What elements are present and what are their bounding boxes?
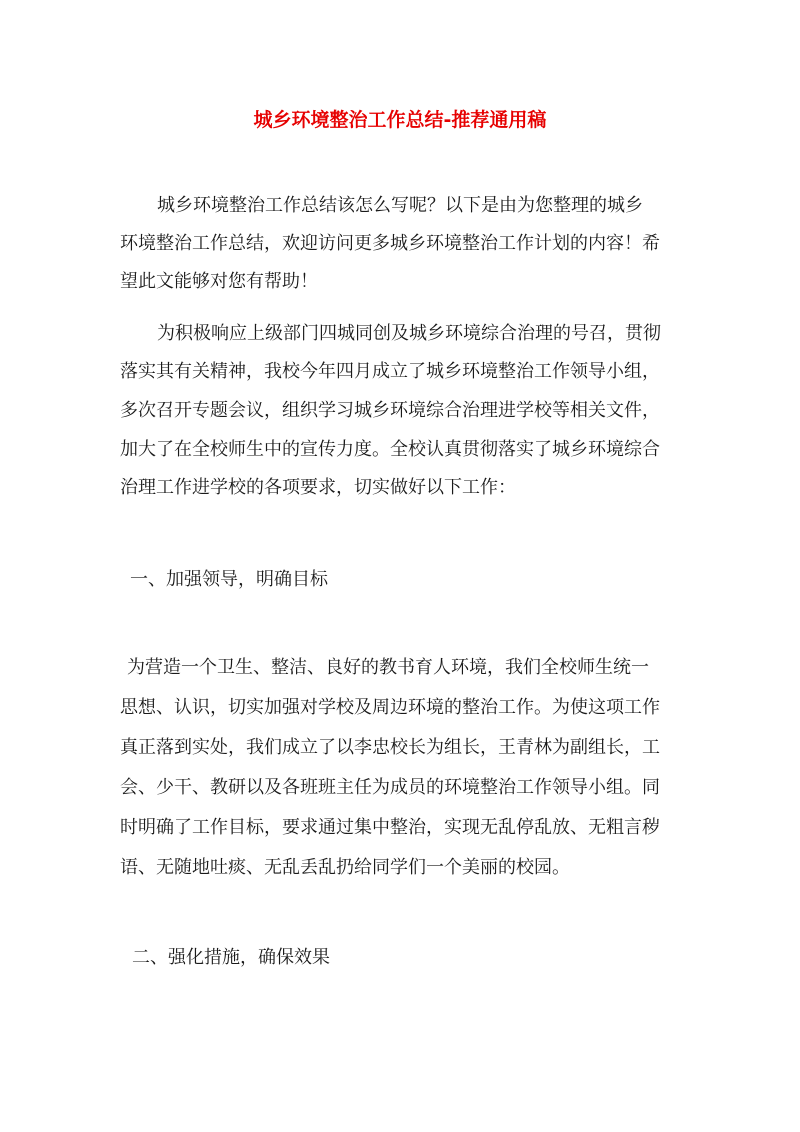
paragraph2-line-6: 语、无随地吐痰、无乱丢乱扔给同学们一个美丽的校园。 xyxy=(120,857,570,878)
paragraph1-line-4: 加大了在全校师生中的宣传力度。全校认真贯彻落实了城乡环境综合 xyxy=(120,439,660,460)
paragraph1-line-5: 治理工作进学校的各项要求，切实做好以下工作： xyxy=(120,477,516,498)
paragraph2-line-4: 会、少干、教研以及各班班主任为成员的环境整治工作领导小组。同 xyxy=(120,777,660,798)
document-title: 城乡环境整治工作总结-推荐通用稿 xyxy=(253,109,547,131)
section-heading-1: 一、加强领导，明确目标 xyxy=(130,569,328,590)
intro-line-3: 望此文能够对您有帮助！ xyxy=(120,271,318,292)
section-heading-2: 二、强化措施，确保效果 xyxy=(132,947,330,968)
intro-line-1: 城乡环境整治工作总结该怎么写呢？以下是由为您整理的城乡 xyxy=(157,195,643,216)
paragraph2-line-5: 时明确了工作目标，要求通过集中整治，实现无乱停乱放、无粗言秽 xyxy=(120,817,660,838)
intro-line-2: 环境整治工作总结，欢迎访问更多城乡环境整治工作计划的内容！希 xyxy=(120,233,660,254)
paragraph1-line-3: 多次召开专题会议，组织学习城乡环境综合治理进学校等相关文件， xyxy=(120,400,660,421)
paragraph2-line-3: 真正落到实处，我们成立了以李忠校长为组长，王青林为副组长，工 xyxy=(120,737,660,758)
paragraph1-line-2: 落实其有关精神，我校今年四月成立了城乡环境整治工作领导小组， xyxy=(120,361,660,382)
paragraph2-line-2: 思想、认识，切实加强对学校及周边环境的整治工作。为使这项工作 xyxy=(120,697,660,718)
paragraph1-line-1: 为积极响应上级部门四城同创及城乡环境综合治理的号召，贯彻 xyxy=(157,323,661,344)
paragraph2-line-1: 为营造一个卫生、整洁、良好的教书育人环境，我们全校师生统一 xyxy=(127,657,649,678)
